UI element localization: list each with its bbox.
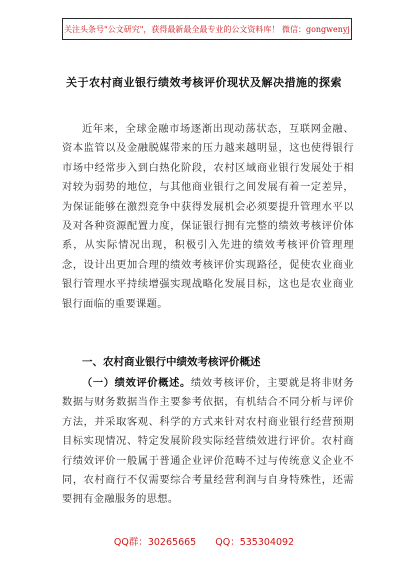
- section-heading: 一、农村商业银行中绩效考核评价概述: [82, 356, 261, 368]
- footer-contacts: [0, 534, 408, 548]
- subsection-text: 绩效考核评价，主要就是将非财务数据与财务数据当作主要参考依据，有机结合不同分析与评价方法，并采取客观、科学的方式来针对农村商业银行经营预期目标实现情况、特定发展阶段实际经营绩效进行评价。农村商行绩效评价一般属于普通企业评价范畴不过与传统意义企业不同，农村商行不仅需要综合考量经营利润与自身特殊性，还需要拥有金融服务的思想。: [62, 378, 354, 506]
- subsection-paragraph: [62, 374, 354, 510]
- subsection-heading: （一）绩效评价概述。: [82, 378, 191, 389]
- qq-group: QQ群：30265665: [113, 537, 197, 548]
- intro-paragraph: 近年来，全球金融市场逐渐出现动荡状态，互联网金融、资本监管以及金融脱媒带来的压力越来越明显，这也使得银行市场中经常步入到白热化阶段，农村区域商业银行发展处于相对较为弱势的地位，与其他商业银行之间发展有着一定差异，为保证能够在激烈竞争中获得发展机会必须要提升管理水平以及对各种资源配置力度，保证银行拥有完整的绩效考核评价体系，从实际情况出现，积极引入先进的绩效考核评价管理理念，设计出更加合理的绩效考核评价实现路径，促使农业商业银行管理水平持续增强实现战略化发展目标，这也是农业商业银行面临的重要课题。: [62, 124, 354, 310]
- document-title: 关于农村商业银行绩效考核评价现状及解决措施的探索: [66, 76, 342, 89]
- qq-contact: QQ：535304092: [215, 537, 295, 548]
- promo-banner: 关注头条号"公文研究"，获得最新最全最专业的公文资料库！ 微信：gongwenyj: [62, 18, 352, 40]
